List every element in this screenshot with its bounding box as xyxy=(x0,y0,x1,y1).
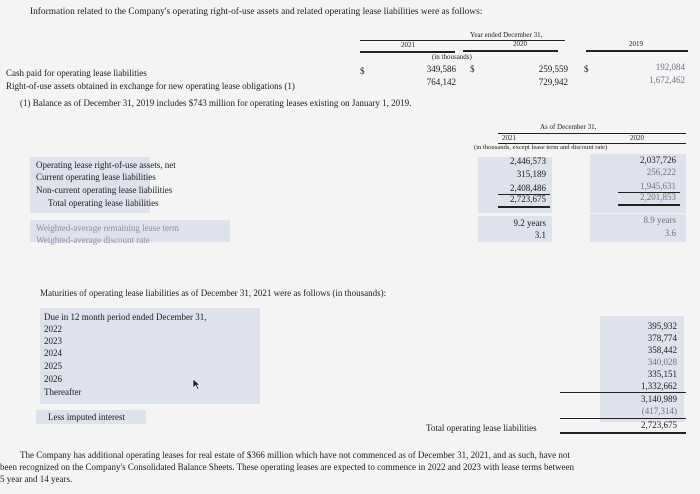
maturity-subtotal: 3,140,989 xyxy=(641,394,677,404)
table1-value: 764,142 xyxy=(426,77,456,87)
maturity-value: 358,442 xyxy=(647,345,677,355)
maturity-value: 378,774 xyxy=(647,333,677,343)
table2-term-label: Weighted-average remaining lease term xyxy=(36,223,179,233)
table2-unit-note: (in thousands, except lease term and discount rate) xyxy=(474,144,608,151)
closing-line-1: The Company has additional operating leases for real estate of $366 million which have not commenced as of December 31, 2021, and as such, have not xyxy=(20,450,570,460)
closing-line-3: 5 year and 14 years. xyxy=(0,474,73,484)
table1-row-label: Cash paid for operating lease liabilities xyxy=(6,68,147,78)
maturity-value: 1,332,662 xyxy=(641,381,677,391)
table2-year-2020: 2020 xyxy=(630,134,644,142)
maturity-year: Thereafter xyxy=(44,387,82,397)
maturity-total-value: 2,723,675 xyxy=(641,420,677,430)
table2-value: 256,222 xyxy=(646,167,676,177)
table2-total-value: 2,723,675 xyxy=(510,194,546,204)
maturity-total-label: Total operating lease liabilities xyxy=(426,423,537,433)
table2-value: 1,945,631 xyxy=(640,181,676,191)
maturities-header: Due in 12 month period ended December 31, xyxy=(44,312,207,322)
table1-row-label: Right-of-use assets obtained in exchange for new operating lease obligations (1) xyxy=(6,81,295,91)
table2-value: 315,189 xyxy=(516,169,546,179)
dollar-sign: $ xyxy=(584,64,589,74)
maturities-intro: Maturities of operating lease liabilities as of December 31, 2021 were as follows (in thousands): xyxy=(40,288,387,298)
table1-header-rule xyxy=(360,40,565,41)
table2-rate-label: Weighted-average discount rate xyxy=(36,235,150,245)
table1-year-2020: 2020 xyxy=(513,40,527,48)
less-imputed-label: Less imputed interest xyxy=(48,412,125,422)
maturity-value: 395,932 xyxy=(647,321,677,331)
table1-value: 259,559 xyxy=(538,64,568,74)
table2-row-label: Non-current operating lease liabilities xyxy=(36,185,173,195)
table2-term-value: 8.9 years xyxy=(643,215,676,225)
maturity-year: 2025 xyxy=(44,361,62,371)
table2-rate-value: 3.1 xyxy=(534,230,546,240)
table1-value: 349,586 xyxy=(426,64,456,74)
maturity-year: 2022 xyxy=(44,324,62,334)
dollar-sign: $ xyxy=(470,64,475,74)
table1-value: 729,942 xyxy=(538,77,568,87)
dollar-sign: $ xyxy=(360,66,365,76)
table2-rate-value: 3.6 xyxy=(664,228,676,238)
table1-footnote: (1) Balance as of December 31, 2019 includes $743 million for operating leases existing on January 1, 2019. xyxy=(20,98,412,108)
maturity-year: 2026 xyxy=(44,374,62,384)
table2-total-value: 2,201,853 xyxy=(640,192,676,202)
table2-value: 2,037,726 xyxy=(640,155,676,165)
table2-header: As of December 31, xyxy=(540,123,597,131)
table2-year-2021: 2021 xyxy=(502,134,516,142)
table1-header: Year ended December 31, xyxy=(470,31,543,39)
table2-term-value: 9.2 years xyxy=(513,218,546,228)
table1-value: 192,084 xyxy=(655,62,685,72)
table2-value: 2,446,573 xyxy=(510,156,546,166)
table2-value: 2,408,486 xyxy=(510,183,546,193)
maturity-value: 340,028 xyxy=(647,357,677,367)
intro-text: Information related to the Company's operating right-of-use assets and related operating lease liabilities were as follows: xyxy=(30,7,483,17)
table2-row-label: Operating lease right-of-use assets, net xyxy=(36,160,176,170)
table1-value: 1,672,462 xyxy=(649,75,685,85)
table1-year-2021: 2021 xyxy=(401,41,415,49)
less-imputed-value: (417,314) xyxy=(641,406,677,416)
table2-row-label: Current operating lease liabilities xyxy=(36,172,156,182)
maturity-year: 2024 xyxy=(44,348,62,358)
table2-total-label: Total operating lease liabilities xyxy=(48,198,159,208)
maturity-value: 335,151 xyxy=(647,369,677,379)
closing-line-2: been recognized on the Company's Consolidated Balance Sheets. These operating leases are expected to commence in 2022 and 2023 with lease terms between xyxy=(0,462,575,472)
table1-unit-note: (in thousands) xyxy=(432,53,472,61)
mouse-cursor-icon xyxy=(192,377,201,395)
table1-year-2019: 2019 xyxy=(629,40,643,48)
maturity-year: 2023 xyxy=(44,336,62,346)
